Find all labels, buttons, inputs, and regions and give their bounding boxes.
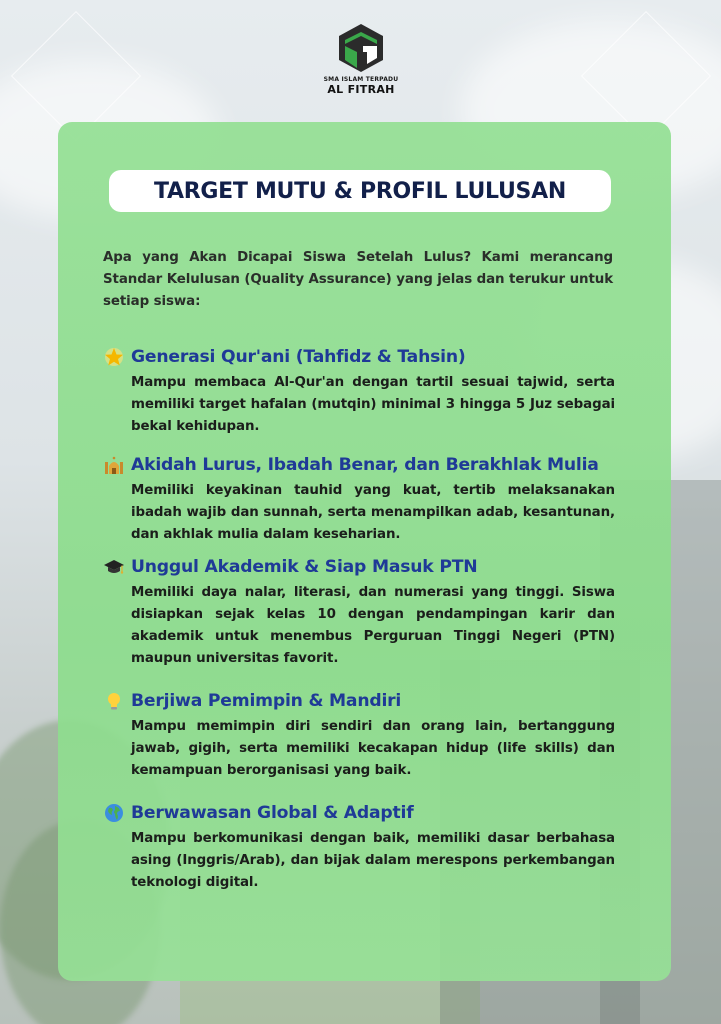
item-heading: Akidah Lurus, Ibadah Benar, dan Berakhlak Mulia bbox=[131, 455, 599, 475]
star-icon bbox=[103, 346, 125, 368]
list-item-generasi-qurani bbox=[103, 344, 615, 438]
item-heading: Berjiwa Pemimpin & Mandiri bbox=[131, 691, 402, 711]
list-item-akidah bbox=[103, 452, 615, 546]
logo-mark-icon bbox=[337, 22, 385, 74]
item-text: Memiliki daya nalar, literasi, dan numerasi yang tinggi. Siswa disiapkan sejak kelas 10 dengan pendampingan karir dan akademik untuk menembus Perguruan Tinggi Negeri (PTN) maupun universitas favorit. bbox=[131, 585, 615, 666]
logo-name: AL FITRAH bbox=[327, 83, 395, 96]
globe-icon bbox=[103, 802, 125, 824]
logo-subtitle: SMA ISLAM TERPADU bbox=[323, 76, 399, 83]
intro-text: Apa yang Akan Dicapai Siswa Setelah Lulus? Kami merancang Standar Kelulusan (Quality Assurance) yang jelas dan terukur untuk setiap siswa: bbox=[103, 250, 613, 309]
page-title: TARGET MUTU & PROFIL LULUSAN bbox=[154, 178, 566, 204]
item-text: Memiliki keyakinan tauhid yang kuat, tertib melaksanakan ibadah wajib dan sunnah, serta menampilkan adab, kesantunan, dan akhlak mulia dalam keseharian. bbox=[131, 483, 615, 542]
item-heading: Generasi Qur'ani (Tahfidz & Tahsin) bbox=[131, 347, 466, 367]
list-item-akademik bbox=[103, 554, 615, 670]
school-logo bbox=[322, 22, 400, 96]
item-text: Mampu berkomunikasi dengan baik, memiliki dasar berbahasa asing (Inggris/Arab), dan bijak dalam merespons perkembangan teknologi digital. bbox=[131, 831, 615, 890]
item-heading: Berwawasan Global & Adaptif bbox=[131, 803, 414, 823]
lightbulb-icon bbox=[103, 690, 125, 712]
mosque-icon bbox=[103, 454, 125, 476]
title-banner bbox=[109, 170, 611, 212]
graduation-cap-icon bbox=[103, 556, 125, 578]
item-text: Mampu memimpin diri sendiri dan orang lain, bertanggung jawab, gigih, serta memiliki kecakapan hidup (life skills) dan kemampuan berorganisasi yang baik. bbox=[131, 719, 615, 778]
list-item-pemimpin bbox=[103, 688, 615, 782]
item-heading: Unggul Akademik & Siap Masuk PTN bbox=[131, 557, 478, 577]
item-text: Mampu membaca Al-Qur'an dengan tartil sesuai tajwid, serta memiliki target hafalan (mutqin) minimal 3 hingga 5 Juz sebagai bekal kehidupan. bbox=[131, 375, 615, 434]
list-item-global bbox=[103, 800, 615, 894]
